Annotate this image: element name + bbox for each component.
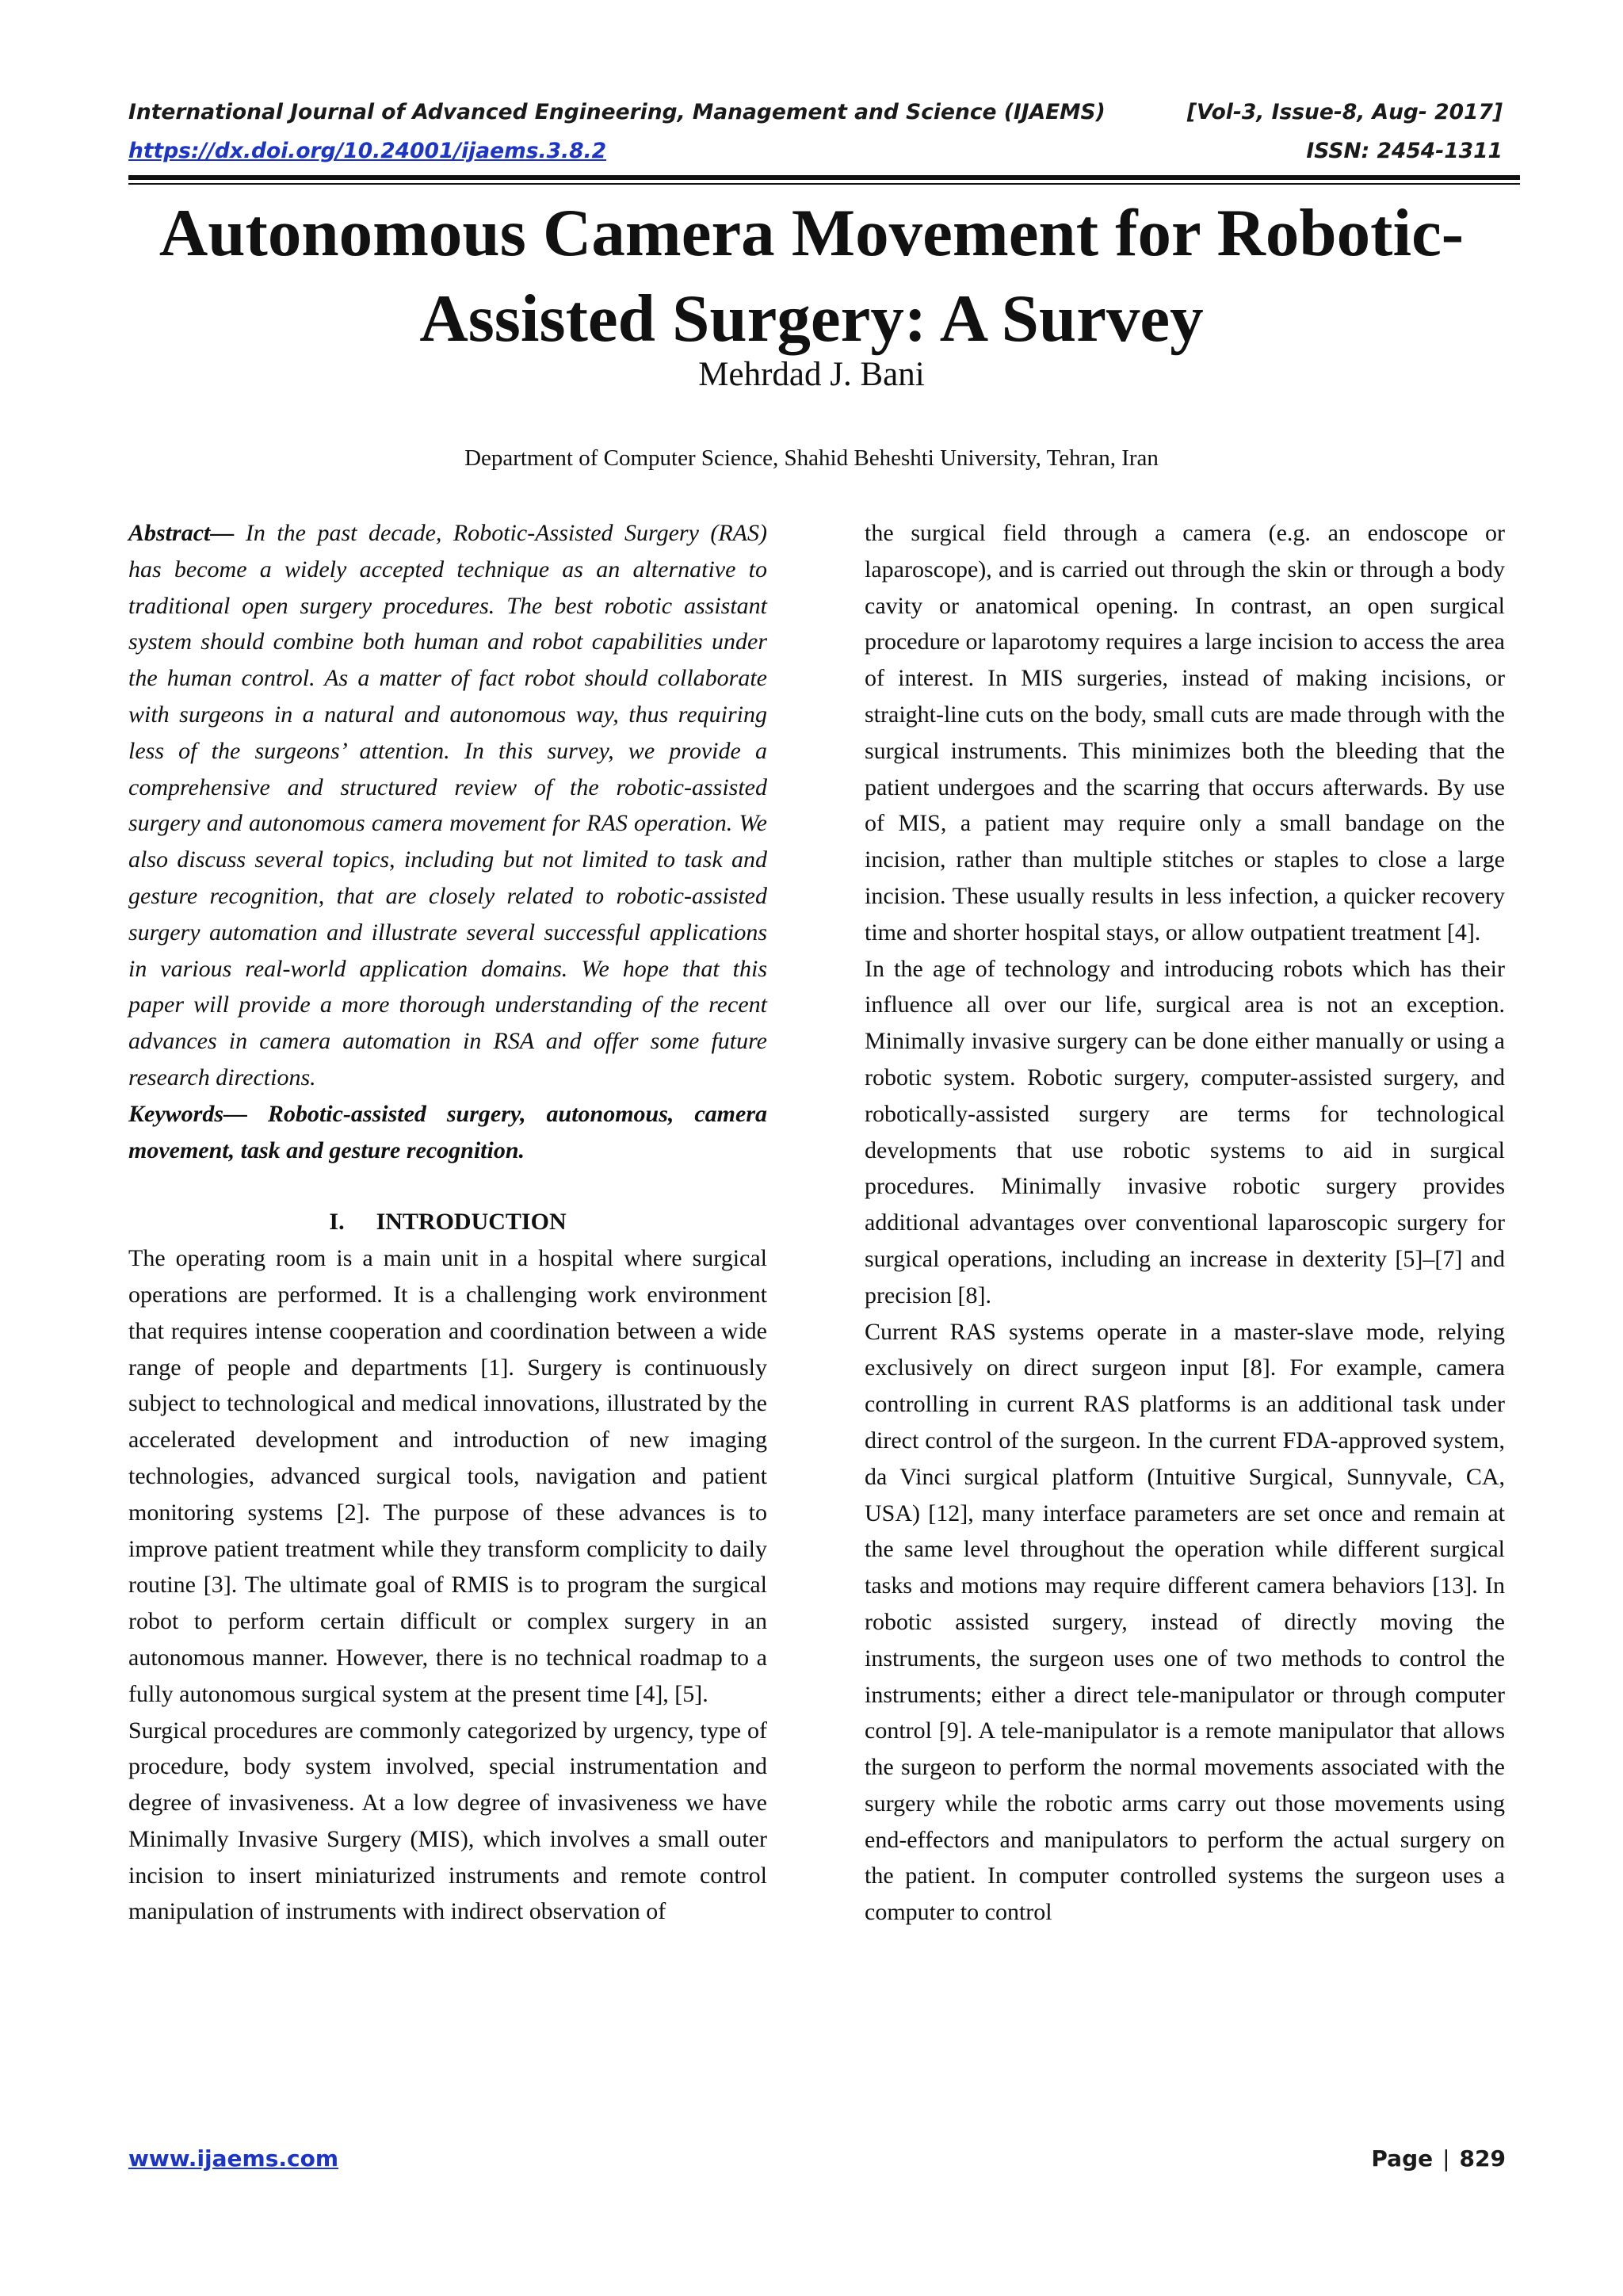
journal-header <box>128 100 1503 132</box>
page-number: 829 <box>1459 2145 1506 2172</box>
right-column <box>865 515 1505 1931</box>
page-separator: | <box>1442 2145 1450 2172</box>
body-paragraph: In the age of technology and introducing robots which has their influence all over our life, surgical area is not an exception. Minimally invasive surgery can be done either manually or using a robotic system. Robotic surgery, computer-assisted surgery, and robotically-assisted surgery are terms for technological developments that use robotic systems to aid in surgical procedures. Minimally invasive robotic surgery provides additional advantages over conventional laparoscopic surgery for surgical operations, including an increase in dexterity [5]–[7] and precision [8]. <box>865 955 1505 1308</box>
volume-info: [Vol-3, Issue-8, Aug- 2017] <box>1186 100 1503 124</box>
section-heading <box>128 1204 767 1240</box>
journal-subheader <box>128 139 1503 170</box>
section-title: INTRODUCTION <box>376 1209 567 1236</box>
left-column <box>128 515 767 1930</box>
abstract <box>128 515 767 1096</box>
author-affiliation: Department of Computer Science, Shahid Beheshti University, Tehran, Iran <box>464 445 1159 471</box>
doi-link[interactable]: https://dx.doi.org/10.24001/ijaems.3.8.2 <box>128 139 607 163</box>
abstract-label: Abstract— <box>128 520 235 546</box>
section-number: I. <box>329 1209 345 1236</box>
body-paragraph: The operating room is a main unit in a hospital where surgical operations are performed. It is a challenging work environment that requires intense cooperation and coordination between a wide range of people and departments [1]. Surgery is continuously subject to technological and medical innovations, illustrated by the accelerated development and introduction of new imaging technologies, advanced surgical tools, navigation and patient monitoring systems [2]. The purpose of these advances is to improve patient treatment while they transform complicity to daily routine [3]. The ultimate goal of RMIS is to program the surgical robot to perform certain difficult or complex surgery in an autonomous manner. However, there is no technical roadmap to a fully autonomous surgical system at the present time [4], [5]. <box>128 1245 767 1707</box>
body-paragraph: Surgical procedures are commonly categorized by urgency, type of procedure, body system involved, special instrumentation and degree of invasiveness. At a low degree of invasiveness we have Minimally Invasive Surgery (MIS), which involves a small outer incision to insert miniaturized instruments and remote control manipulation of instruments with indirect observation of <box>128 1717 767 1925</box>
page-label: Page <box>1371 2145 1434 2172</box>
keywords-label: Keywords— <box>128 1100 247 1127</box>
body-paragraph: the surgical field through a camera (e.g. an endoscope or laparoscope), and is carried out through the skin or through a body cavity or anatomical opening. In contrast, an open surgical procedure or laparotomy requires a large incision to access the area of interest. In MIS surgeries, instead of making incisions, or straight-line cuts on the body, small cuts are made through with the surgical instruments. This minimizes both the bleeding that the patient undergoes and the scarring that occurs afterwards. By use of MIS, a patient may require only a small bandage on the incision, rather than multiple stitches or staples to close a large incision. These usually results in less infection, a quicker recovery time and shorter hospital stays, or allow outpatient treatment [4]. <box>865 520 1505 946</box>
body-paragraph: Current RAS systems operate in a master-slave mode, relying exclusively on direct surgeon input [8]. For example, camera controlling in current RAS platforms is an additional task under direct control of the surgeon. In the current FDA-approved system, da Vinci surgical platform (Intuitive Surgical, Sunnyvale, CA, USA) [12], many interface parameters are set once and remain at the same level throughout the operation while different surgical tasks and motions may require different camera behaviors [13]. In robotic assisted surgery, instead of directly moving the instruments, the surgeon uses one of two methods to control the instruments; either a direct tele-manipulator or through computer control [9]. A tele-manipulator is a remote manipulator that allows the surgeon to perform the normal movements associated with the surgery while the robotic arms carry out those movements using end-effectors and manipulators to perform the actual surgery on the patient. In computer controlled systems the surgeon uses a computer to control <box>865 1318 1505 1926</box>
issn: ISSN: 2454-1311 <box>1306 139 1503 163</box>
abstract-text: In the past decade, Robotic-Assisted Surgery (RAS) has become a widely accepted technique as an alternative to traditional open surgery procedures. The best robotic assistant system should combine both human and robot capabilities under the human control. As a matter of fact robot should collaborate with surgeons in a natural and autonomous way, thus requiring less of the surgeons’ attention. In this survey, we provide a comprehensive and structured review of the robotic-assisted surgery and autonomous camera movement for RAS operation. We also discuss several topics, including but not limited to task and gesture recognition, that are closely related to robotic-assisted surgery automation and illustrate several successful applications in various real-world application domains. We hope that this paper will provide a more thorough understanding of the recent advances in camera automation in RSA and offer some future research directions. <box>128 520 767 1091</box>
journal-name: International Journal of Advanced Engineering, Management and Science (IJAEMS) <box>128 100 1106 124</box>
website-link[interactable]: www.ijaems.com <box>128 2145 339 2172</box>
keywords-text: Robotic-assisted surgery, autonomous, camera movement, task and gesture recognition. <box>128 1100 767 1163</box>
keywords <box>128 1096 767 1169</box>
paper-title: Autonomous Camera Movement for Robotic-Assisted Surgery: A Survey <box>158 196 1465 356</box>
header-rule-thick <box>128 175 1520 180</box>
header-rule-thin <box>128 183 1520 185</box>
page-number-block <box>1371 2145 1506 2172</box>
author-name: Mehrdad J. Bani <box>698 356 925 393</box>
